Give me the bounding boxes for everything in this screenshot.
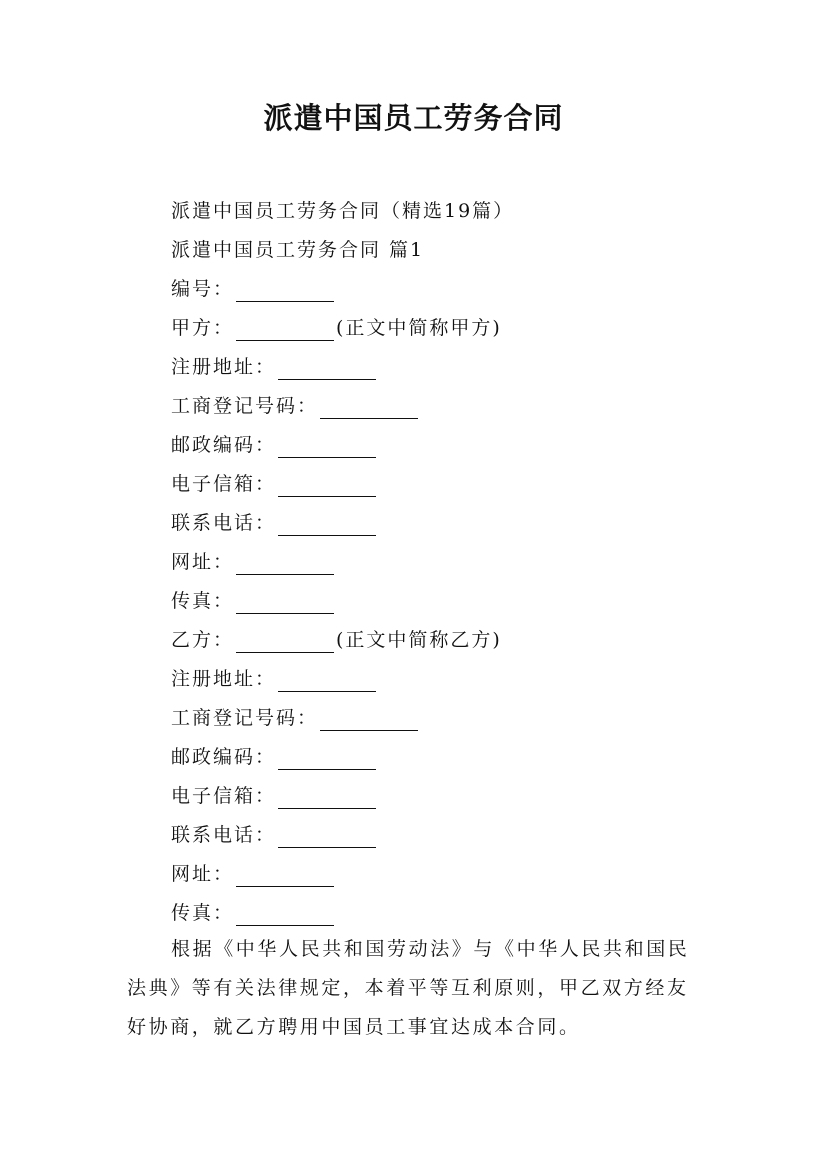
field-number: [171, 276, 336, 302]
field-label: 邮政编码：: [171, 434, 277, 456]
fill-blank: [278, 827, 376, 848]
field-party-a-address: [171, 354, 378, 380]
fill-blank: [278, 359, 376, 380]
fill-blank: [236, 866, 334, 887]
field-label: 邮政编码：: [171, 746, 277, 768]
field-party-a-email: [171, 471, 378, 497]
field-label: 联系电话：: [171, 824, 277, 846]
field-label: 编号：: [171, 278, 235, 300]
field-party-a-postcode: [171, 432, 378, 458]
fill-blank: [236, 593, 334, 614]
field-note: (正文中简称乙方): [336, 629, 502, 651]
section-heading: 派遣中国员工劳务合同 篇1: [171, 239, 425, 261]
field-label: 甲方：: [171, 317, 235, 339]
field-label: 注册地址：: [171, 356, 277, 378]
field-party-b-phone: [171, 822, 378, 848]
fill-blank: [278, 476, 376, 497]
field-party-a-phone: [171, 510, 378, 536]
fill-blank: [236, 281, 334, 302]
field-label: 传真：: [171, 902, 235, 924]
fill-blank: [278, 437, 376, 458]
field-party-a-website: [171, 549, 336, 575]
field-label: 联系电话：: [171, 512, 277, 534]
field-party-b-email: [171, 783, 378, 809]
field-party-b-registration: [171, 705, 420, 731]
field-party-a-registration: [171, 393, 420, 419]
fill-blank: [236, 905, 334, 926]
field-party-b-postcode: [171, 744, 378, 770]
field-label: 传真：: [171, 590, 235, 612]
document-title: 派遣中国员工劳务合同: [263, 101, 564, 135]
field-label: 乙方：: [171, 629, 235, 651]
field-party-b: [171, 627, 502, 653]
field-party-b-fax: [171, 900, 336, 926]
field-note: (正文中简称甲方): [336, 317, 502, 339]
fill-blank: [278, 515, 376, 536]
fill-blank: [278, 788, 376, 809]
field-label: 网址：: [171, 551, 235, 573]
field-label: 工商登记号码：: [171, 395, 319, 417]
fill-blank: [320, 710, 418, 731]
field-party-b-website: [171, 861, 336, 887]
field-label: 网址：: [171, 863, 235, 885]
field-label: 电子信箱：: [171, 785, 277, 807]
fill-blank: [320, 398, 418, 419]
fill-blank: [236, 554, 334, 575]
field-label: 注册地址：: [171, 668, 277, 690]
field-party-a: [171, 315, 502, 341]
document-subtitle: 派遣中国员工劳务合同（精选19篇）: [171, 200, 515, 222]
fill-blank: [236, 320, 334, 341]
field-label: 电子信箱：: [171, 473, 277, 495]
field-party-a-fax: [171, 588, 336, 614]
field-party-b-address: [171, 666, 378, 692]
fill-blank: [236, 632, 334, 653]
fill-blank: [278, 671, 376, 692]
field-label: 工商登记号码：: [171, 707, 319, 729]
fill-blank: [278, 749, 376, 770]
preamble-paragraph: 根据《中华人民共和国劳动法》与《中华人民共和国民法典》等有关法律规定，本着平等互利原则，甲乙双方经友好协商，就乙方聘用中国员工事宜达成本合同。: [127, 938, 690, 1038]
